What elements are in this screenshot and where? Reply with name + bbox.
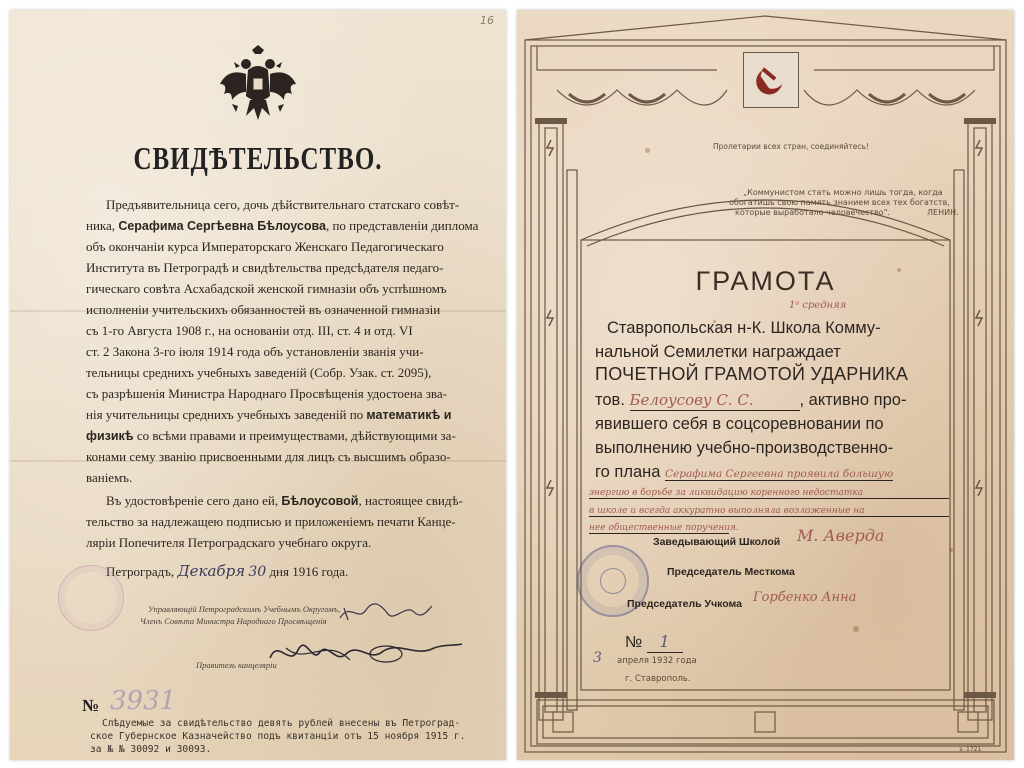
text-line: ст. 2 Закона 3-го іюля 1914 года объ установленіи званія учи- bbox=[86, 344, 424, 359]
certificate-title: СВИДѢТЕЛЬСТВО. bbox=[133, 142, 383, 177]
signature bbox=[336, 596, 436, 626]
quote-line: „Коммунистом стать можно лишь тогда, когда bbox=[743, 188, 943, 197]
subject: физикѣ bbox=[86, 429, 134, 443]
award-title: ГРАМОТА bbox=[695, 266, 836, 296]
quote-line: обогатишь свою память знанием всех тех богатств, bbox=[729, 198, 950, 207]
local-committee-label: Председатель Месткома bbox=[667, 566, 795, 578]
stain bbox=[853, 626, 859, 632]
text-line: тов. Белоусову С. С. , активно про- bbox=[595, 391, 907, 409]
footer-line: Слѣдуемые за свидѣтельство девять рублей внесены въ Петроград- bbox=[102, 718, 461, 729]
handwritten-recipient: Белоусову С. С. bbox=[630, 390, 800, 411]
text-line: ляріи Попечителя Петроградскаго учебнаго округа. bbox=[86, 535, 372, 550]
text-line: Ставропольская н-К. Школа Комму- bbox=[607, 319, 881, 337]
number-line: № 1 bbox=[625, 632, 975, 653]
text-line: ваніемъ. bbox=[86, 470, 133, 485]
academic-signature: Горбенко Анна bbox=[753, 590, 857, 605]
head-label: Заведывающий Школой bbox=[653, 536, 781, 548]
text-line: выполнению учебно-производственно- bbox=[595, 439, 894, 457]
text-line: Въ удостовѣреніе сего дано ей, Бѣлоусовой, настоящее свидѣ- bbox=[106, 493, 463, 508]
text-line: ника, Серафима Сергѣевна Бѣлоусова, по представленіи диплома bbox=[86, 218, 479, 233]
hammer-and-sickle-icon bbox=[743, 52, 799, 108]
page-mark: 16 bbox=[480, 14, 494, 27]
handwritten-number: 1 bbox=[647, 632, 683, 653]
text-line: Института въ Петроградѣ и свидѣтельства предсѣдателя педаго- bbox=[86, 260, 444, 275]
number-sign: № bbox=[82, 696, 100, 715]
handwritten-month: Декабря bbox=[177, 562, 246, 580]
text-line: исполненіи учительскихъ обязанностей въ означенной гимназіи bbox=[86, 302, 441, 317]
signatory-title: Управляющій Петроградскимъ Учебнымъ Округомъ, bbox=[148, 604, 341, 614]
subject: математикѣ и bbox=[366, 408, 452, 422]
handwritten-number: 3931 bbox=[110, 686, 177, 716]
handwritten-insert: 1ᵃ средняя bbox=[789, 300, 847, 311]
text-line: Предъявительница сего, дочь дѣйствительнаго статскаго совѣт- bbox=[106, 197, 460, 212]
quote-line: которые выработало человечество". bbox=[735, 208, 890, 217]
footer-line: ское Губернское Казначейство подъ квитанціи отъ 15 ноября 1915 г. bbox=[90, 731, 466, 742]
clerk-title: Правитель канцеляріи bbox=[196, 660, 277, 670]
text-line: объ окончаніи курса Императорскаго Женскаго Педагогическаго bbox=[86, 239, 444, 254]
text-line: ПОЧЕТНОЙ ГРАМОТОЙ УДАРНИКА bbox=[595, 364, 909, 384]
handwritten-day: 3 bbox=[593, 650, 602, 666]
quote-author: ЛЕНИН. bbox=[927, 208, 959, 217]
faded-seal bbox=[58, 565, 124, 631]
stain bbox=[713, 320, 716, 323]
text-line: гическаго совѣта Асхабадской женской гимназіи объ успѣшномъ bbox=[86, 281, 447, 296]
text-line: физикѣ со всѣми правами и преимуществами, дѣйствующими за- bbox=[86, 428, 456, 443]
recipient-surname: Бѣлоусовой bbox=[281, 494, 359, 508]
stain bbox=[645, 148, 650, 153]
text-line: тельство за надлежащею подписью и приложеніемъ печати Канце- bbox=[86, 514, 456, 529]
text-line: нія учительницы среднихъ учебныхъ заведеній по математикѣ и bbox=[86, 407, 452, 422]
handwritten-text: в школе и всегда аккуратно выполняла возложенные на bbox=[589, 506, 949, 517]
clerk-signature bbox=[266, 628, 466, 678]
recipient-name: Серафима Сергѣевна Бѣлоусова bbox=[118, 219, 326, 233]
head-signature: М. Аверда bbox=[797, 526, 885, 545]
handwritten-text: Серафима Сергеевна проявила большую bbox=[665, 468, 894, 480]
printer-mark: з. 1721 bbox=[959, 746, 982, 753]
handwritten-text: нее общественные поручения. bbox=[589, 523, 739, 533]
text-line: съ 1-го Августа 1908 г., на основаніи отд. III, ст. 4 и отд. VI bbox=[86, 323, 413, 338]
footer-line: за № № 30092 и 30093. bbox=[90, 744, 212, 755]
academic-committee-label: Председатель Учкома bbox=[627, 598, 743, 610]
stain bbox=[949, 548, 953, 552]
issue-date-line: Петроградъ, Декабря 30 дня 1916 года. bbox=[106, 562, 349, 580]
text-line: нальной Семилетки награждает bbox=[595, 343, 841, 361]
text-line: тельницы среднихъ учебныхъ заведеній (Собр. Узак. ст. 2095), bbox=[86, 365, 432, 380]
text-line: го плана Серафима Сергеевна проявила большую bbox=[595, 463, 894, 481]
issue-city: г. Ставрополь. bbox=[625, 674, 691, 684]
handwritten-day: 30 bbox=[248, 564, 267, 580]
certificate-1916 bbox=[10, 10, 506, 760]
double-headed-eagle-emblem bbox=[218, 44, 298, 132]
handwritten-text: энергию в борьбе за ликвидацию коренного недостатка bbox=[589, 488, 949, 499]
honor-certificate-1932 bbox=[517, 10, 1014, 760]
text-line: явившего себя в соцсоревновании по bbox=[595, 415, 884, 433]
signatory-title: Членъ Совѣта Министра Народнаго Просвѣщенія bbox=[140, 616, 327, 626]
text-line: конами сему званію присвоенными для лицъ съ высшимъ образо- bbox=[86, 449, 451, 464]
text-line: съ разрѣшенія Министра Народнаго Просвѣщенія удостоена зва- bbox=[86, 386, 447, 401]
stain bbox=[897, 268, 901, 272]
motto: Пролетарии всех стран, соединяйтесь! bbox=[713, 142, 869, 151]
issue-date: апреля 1932 года bbox=[617, 656, 697, 666]
